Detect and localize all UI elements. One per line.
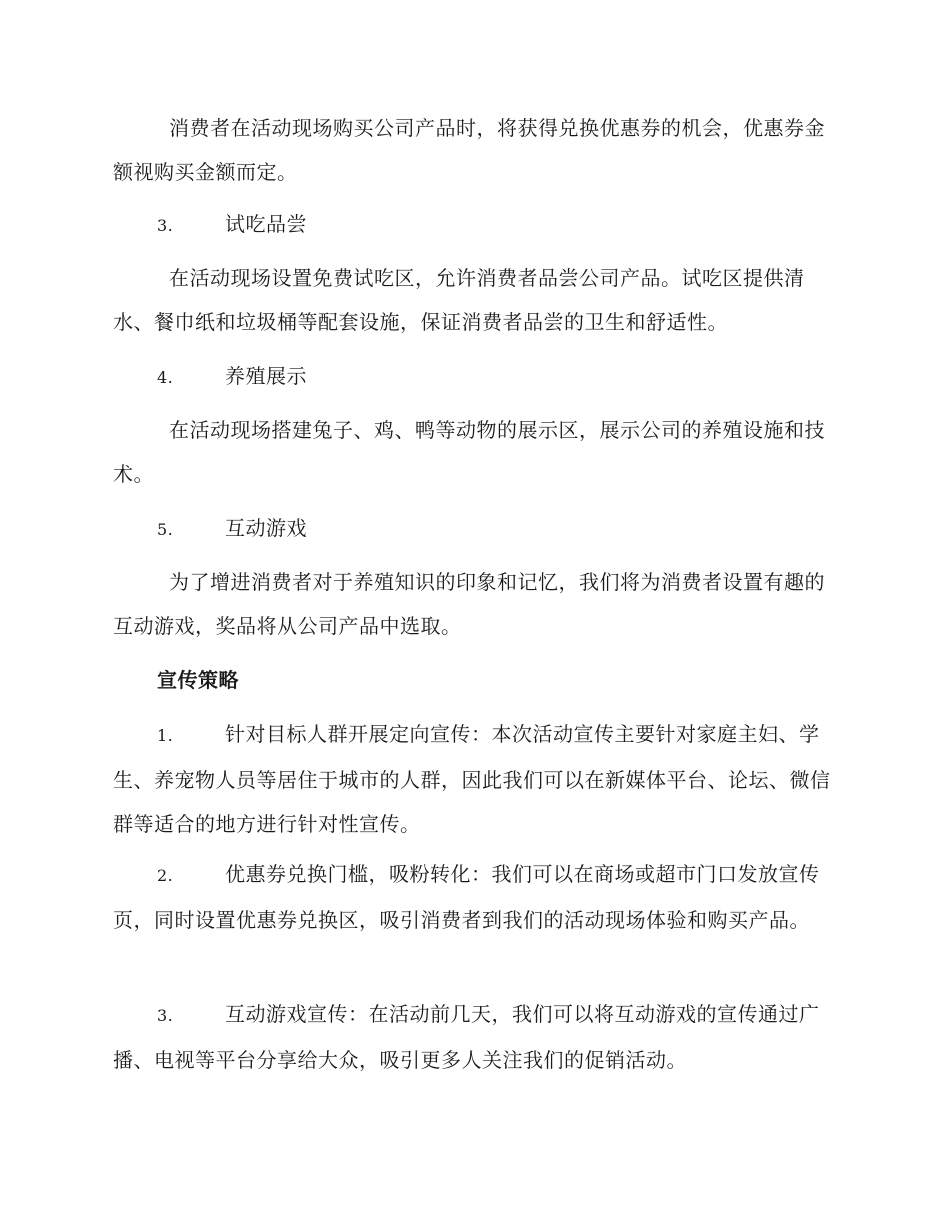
paragraph-tasting: 在活动现场设置免费试吃区，允许消费者品尝公司产品。试吃区提供清水、餐巾纸和垃圾桶等配套设施，保证消费者品尝的卫生和舒适性。 — [113, 266, 805, 334]
paragraph-coupon: 消费者在活动现场购买公司产品时，将获得兑换优惠券的机会，优惠券金额视购买金额而定。 — [113, 116, 825, 184]
strategy-item — [113, 852, 837, 942]
strategy-item — [113, 992, 837, 1082]
section-heading: 宣传策略 — [157, 668, 239, 692]
list-number: 5. — [157, 520, 174, 539]
list-number: 3. — [157, 1006, 174, 1025]
list-number: 4. — [157, 368, 174, 387]
activity-item-game — [113, 506, 837, 552]
activity-item-tasting — [113, 202, 837, 248]
activity-title: 互动游戏 — [225, 516, 307, 540]
list-number: 1. — [157, 726, 174, 745]
paragraph-breeding: 在活动现场搭建兔子、鸡、鸭等动物的展示区，展示公司的养殖设施和技术。 — [113, 418, 825, 486]
strategy-text: 针对目标人群开展定向宣传：本次活动宣传主要针对家庭主妇、学生、养宠物人员等居住于城市的人群，因此我们可以在新媒体平台、论坛、微信群等适合的地方进行针对性宣传。 — [113, 722, 831, 836]
list-number: 2. — [157, 866, 174, 885]
paragraph-game: 为了增进消费者对于养殖知识的印象和记忆，我们将为消费者设置有趣的互动游戏，奖品将从公司产品中选取。 — [113, 570, 825, 638]
strategy-item — [113, 712, 837, 846]
activity-item-breeding — [113, 354, 837, 400]
activity-title: 试吃品尝 — [225, 212, 307, 236]
strategy-text: 优惠券兑换门槛，吸粉转化：我们可以在商场或超市门口发放宣传页，同时设置优惠券兑换区，吸引消费者到我们的活动现场体验和购买产品。 — [113, 862, 820, 932]
activity-title: 养殖展示 — [225, 364, 307, 388]
list-number: 3. — [157, 216, 174, 235]
strategy-text: 互动游戏宣传：在活动前几天，我们可以将互动游戏的宣传通过广播、电视等平台分享给大众，吸引更多人关注我们的促销活动。 — [113, 1002, 820, 1072]
